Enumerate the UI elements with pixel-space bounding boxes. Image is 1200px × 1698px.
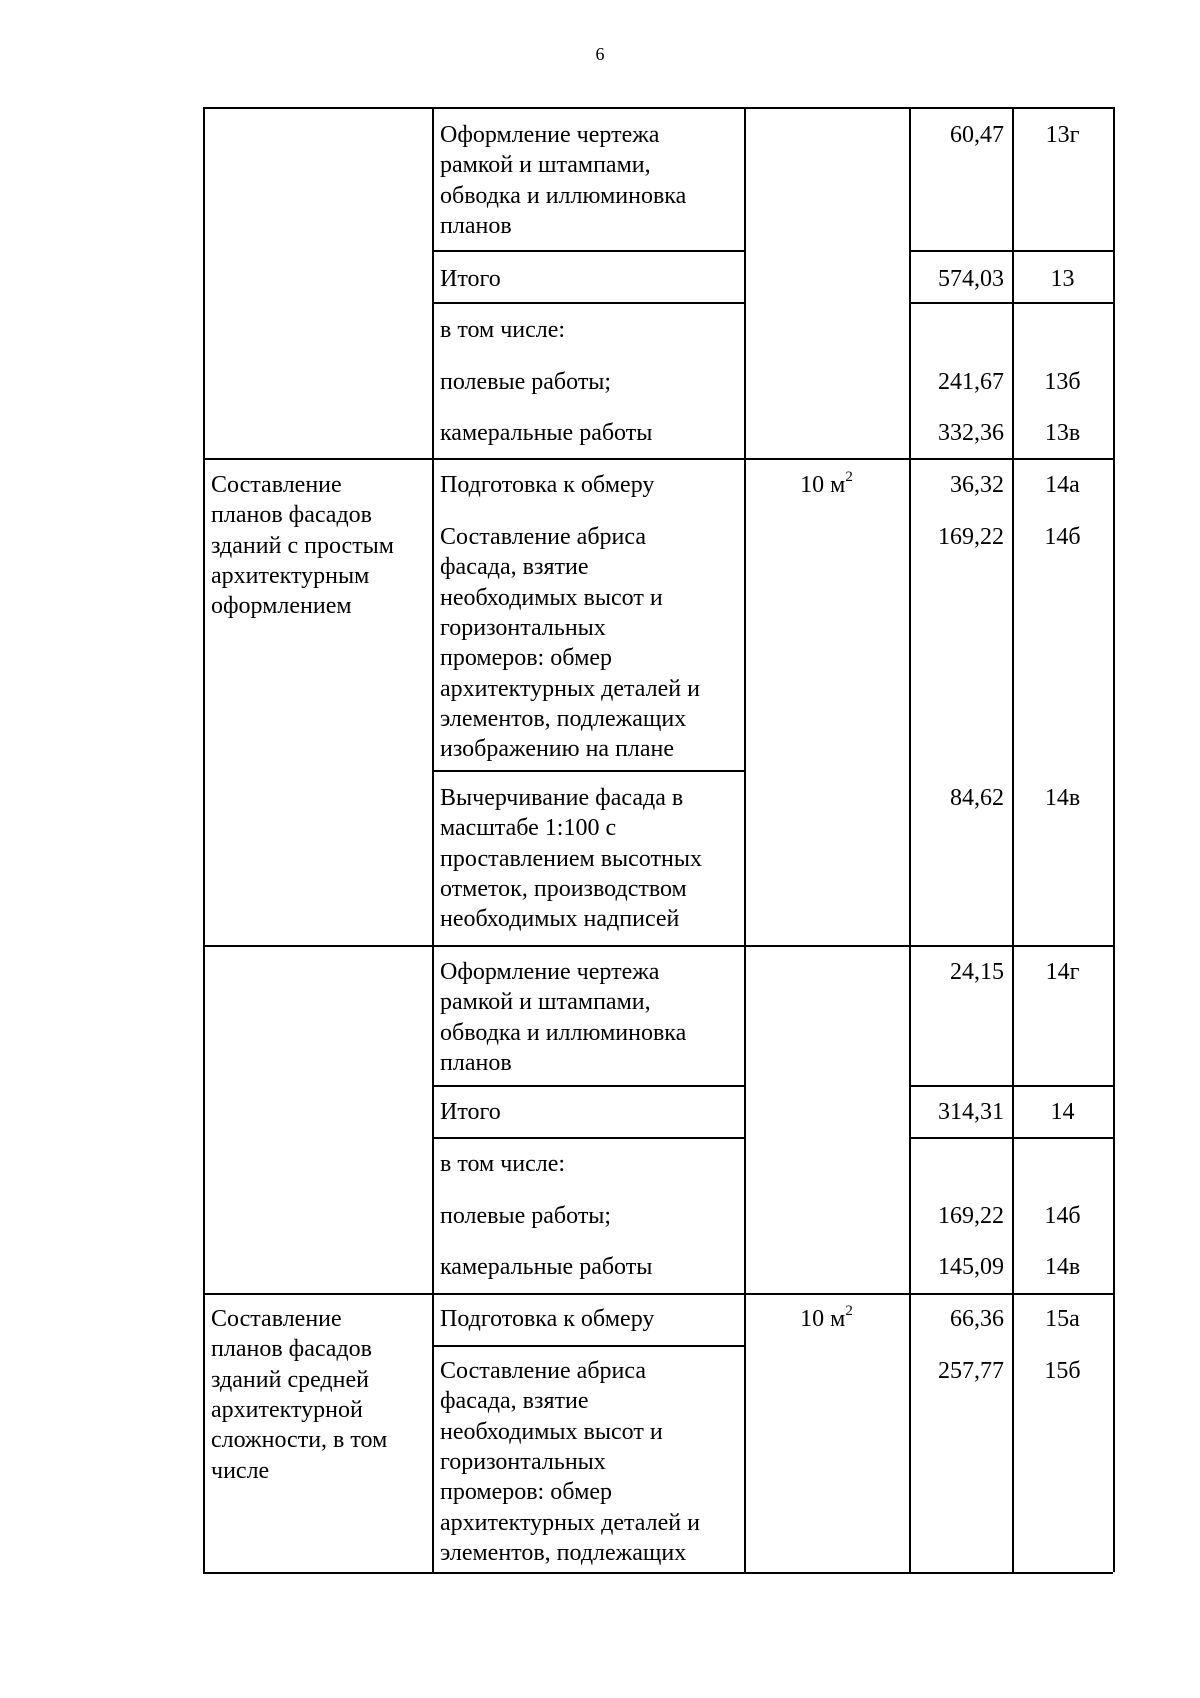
operation-line: горизонтальных	[440, 614, 606, 641]
operation-line: полевые работы;	[440, 369, 612, 395]
unit-exponent: 2	[845, 1303, 853, 1319]
row-divider	[432, 770, 744, 772]
group-divider	[203, 1293, 1113, 1295]
code-cell: 14в	[1044, 1254, 1081, 1280]
operation-line: фасада, взятие	[440, 554, 589, 581]
page-number: 6	[595, 44, 605, 64]
operation-line: камеральные работы	[440, 420, 653, 446]
code-cell: 14а	[1045, 472, 1080, 498]
work-name-line: планов фасадов	[211, 1336, 372, 1363]
operation-line: камеральные работы	[440, 1254, 653, 1280]
table-vertical-border	[1012, 107, 1014, 1572]
row-divider	[432, 1345, 744, 1347]
work-name-line: архитектурным	[211, 562, 370, 589]
operation-line: архитектурных деталей и	[440, 675, 700, 702]
work-name-line: числе	[211, 1457, 270, 1484]
operation-line: Итого	[440, 266, 501, 292]
operation-line: необходимых высот и	[440, 584, 663, 611]
code-cell: 14б	[1044, 524, 1081, 550]
table-vertical-border	[203, 107, 205, 1572]
row-divider	[432, 1137, 744, 1139]
operation-line: Подготовка к обмеру	[440, 472, 655, 498]
operation-line: Вычерчивание фасада в	[440, 785, 684, 811]
code-cell: 14в	[1044, 785, 1081, 811]
operation-line: в том числе:	[440, 1151, 566, 1177]
operation-line: необходимых высот и	[440, 1418, 663, 1445]
value-cell: 169,22	[938, 524, 1004, 550]
unit-exponent: 2	[845, 469, 853, 485]
code-cell: 13в	[1044, 420, 1081, 446]
table-vertical-border	[909, 107, 911, 1572]
operation-line: Итого	[440, 1099, 501, 1125]
value-cell: 169,22	[938, 1203, 1004, 1229]
operation-line: рамкой и штампами,	[440, 989, 651, 1016]
work-name-line: архитектурной	[211, 1396, 363, 1423]
operation-line: промеров: обмер	[440, 645, 613, 672]
code-cell: 13	[1050, 266, 1075, 292]
work-name-line: Составление	[211, 1306, 342, 1332]
operation-line: Подготовка к обмеру	[440, 1306, 655, 1332]
operation-line: проставлением высотных	[440, 845, 702, 872]
value-cell: 257,77	[938, 1358, 1004, 1384]
operation-line: горизонтальных	[440, 1448, 606, 1475]
operation-line: планов	[440, 212, 512, 239]
operation-line: планов	[440, 1049, 512, 1076]
operation-line: Составление абриса	[440, 524, 646, 550]
work-name-line: планов фасадов	[211, 502, 372, 529]
row-divider	[909, 250, 1113, 252]
work-name-line: оформлением	[211, 593, 352, 620]
value-cell: 36,32	[950, 472, 1004, 498]
group-divider	[203, 458, 1113, 460]
operation-line: рамкой и штампами,	[440, 152, 651, 179]
operation-line: Оформление чертежа	[440, 959, 660, 985]
row-divider	[909, 1137, 1113, 1139]
work-name-line: зданий средней	[211, 1366, 369, 1393]
value-cell: 574,03	[938, 266, 1004, 292]
value-cell: 24,15	[950, 959, 1004, 985]
row-divider	[909, 302, 1113, 304]
value-cell: 332,36	[938, 420, 1004, 446]
code-cell: 13г	[1045, 122, 1080, 148]
row-divider	[432, 250, 744, 252]
operation-line: обводка и иллюминовка	[440, 182, 687, 209]
work-name-line: зданий с простым	[211, 532, 394, 559]
table-top-border	[203, 107, 1113, 109]
unit-cell: 10 $м^2$	[800, 469, 853, 498]
value-cell: 66,36	[950, 1306, 1004, 1332]
operation-line: Оформление чертежа	[440, 122, 660, 148]
code-cell: 15б	[1044, 1358, 1081, 1384]
value-cell: 84,62	[950, 785, 1004, 811]
operation-line: полевые работы;	[440, 1203, 612, 1229]
group-divider	[203, 945, 1113, 947]
operation-line: необходимых надписей	[440, 906, 680, 933]
value-cell: 60,47	[950, 122, 1004, 148]
table-vertical-border	[1113, 107, 1115, 1572]
row-divider	[432, 302, 744, 304]
work-name-line: Составление	[211, 472, 342, 498]
operation-line: элементов, подлежащих	[440, 1539, 687, 1566]
unit-cell: 10 $м^2$	[800, 1303, 853, 1332]
work-name-line: сложности, в том	[211, 1427, 388, 1454]
operation-line: архитектурных деталей и	[440, 1509, 700, 1536]
operation-line: Составление абриса	[440, 1358, 646, 1384]
code-cell: 14	[1050, 1099, 1075, 1125]
value-cell: 314,31	[938, 1099, 1004, 1125]
code-cell: 13б	[1044, 369, 1081, 395]
operation-line: изображению на плане	[440, 736, 675, 763]
operation-line: фасада, взятие	[440, 1388, 589, 1415]
operation-line: промеров: обмер	[440, 1479, 613, 1506]
operation-line: в том числе:	[440, 317, 566, 343]
table-vertical-border	[432, 107, 434, 1572]
table-vertical-border	[744, 107, 746, 1572]
operation-line: элементов, подлежащих	[440, 705, 687, 732]
code-cell: 14г	[1045, 959, 1080, 985]
row-divider	[909, 1085, 1113, 1087]
table-bottom-border	[203, 1572, 1113, 1574]
operation-line: масштабе 1:100 с	[440, 815, 617, 842]
value-cell: 241,67	[938, 369, 1004, 395]
code-cell: 15а	[1045, 1306, 1080, 1332]
row-divider	[432, 1085, 744, 1087]
operation-line: отметок, производством	[440, 875, 687, 902]
operation-line: обводка и иллюминовка	[440, 1019, 687, 1046]
code-cell: 14б	[1044, 1203, 1081, 1229]
value-cell: 145,09	[938, 1254, 1004, 1280]
